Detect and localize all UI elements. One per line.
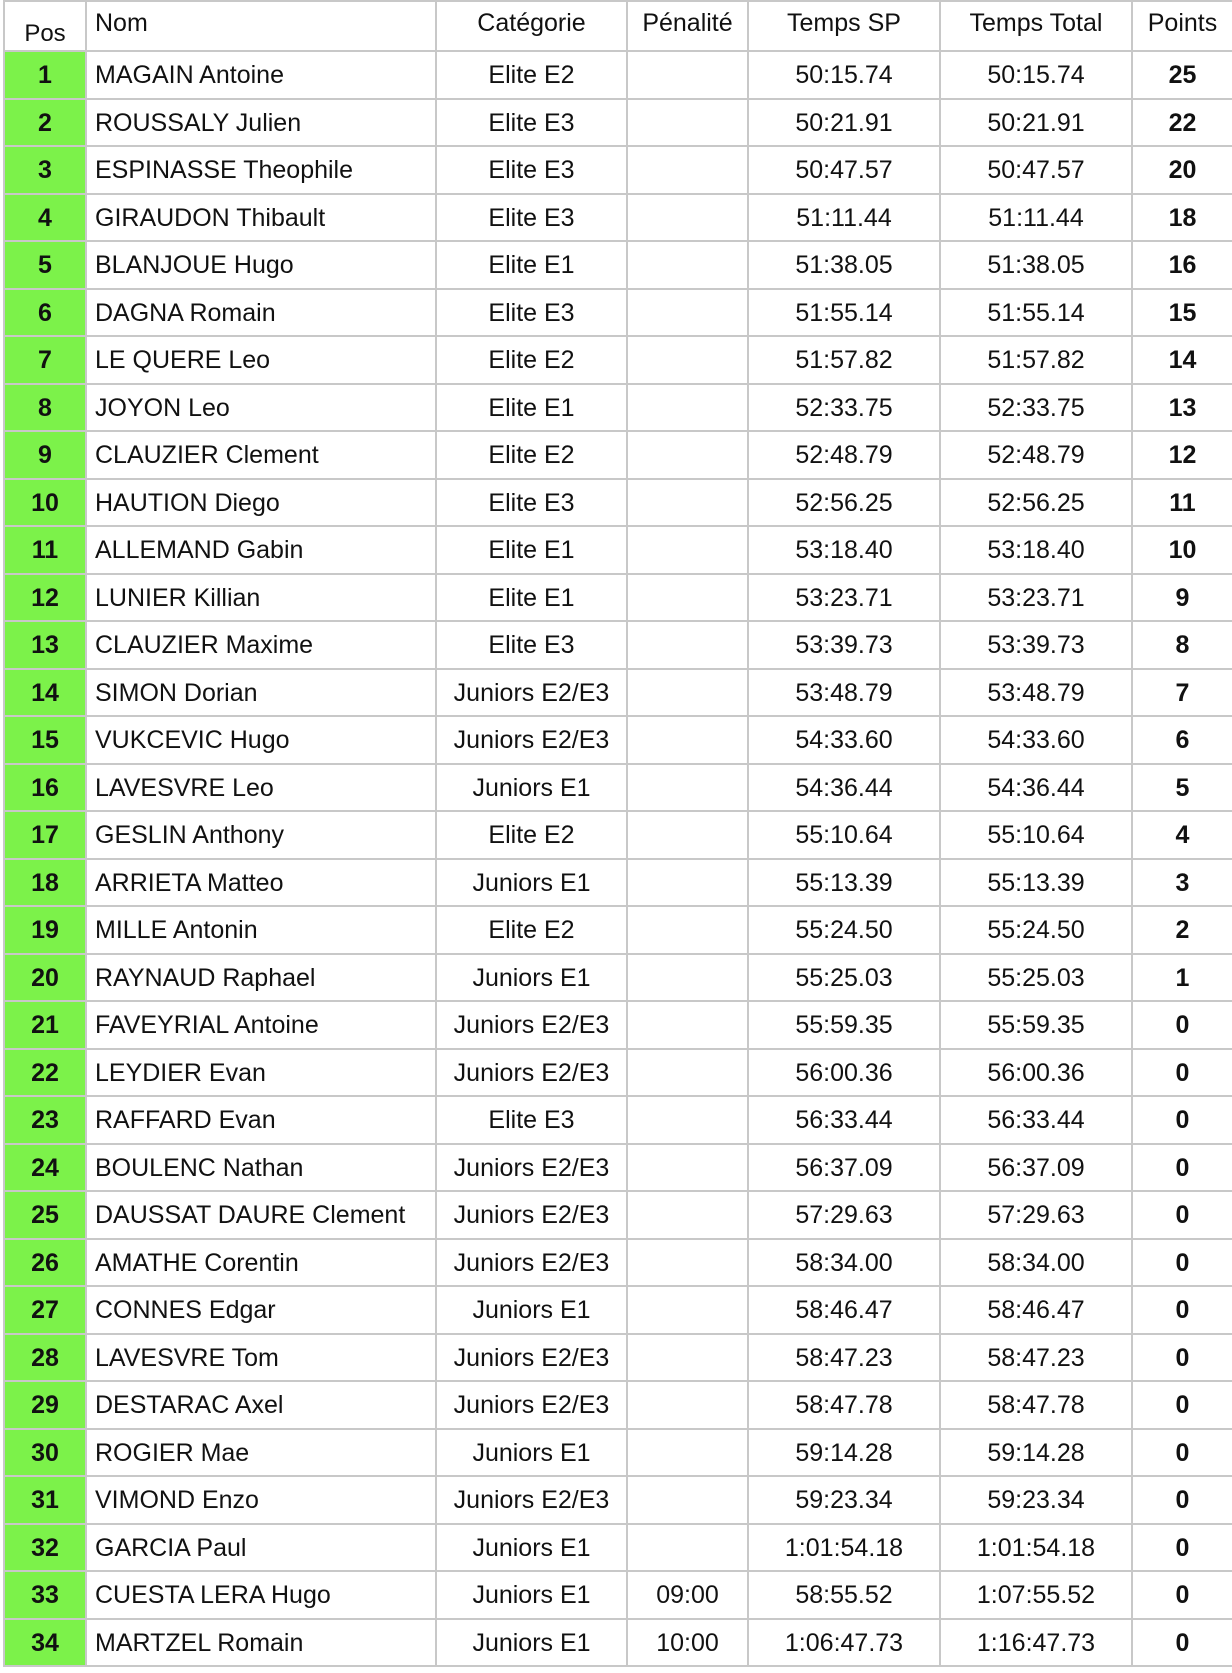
- penalty-cell[interactable]: [627, 906, 748, 954]
- category-cell[interactable]: Elite E3: [436, 194, 627, 242]
- time-total-cell[interactable]: 58:34.00: [940, 1239, 1132, 1287]
- time-sp-cell[interactable]: 55:13.39: [748, 859, 940, 907]
- name-cell[interactable]: CUESTA LERA Hugo: [86, 1571, 436, 1619]
- time-sp-cell[interactable]: 53:39.73: [748, 621, 940, 669]
- time-sp-cell[interactable]: 55:59.35: [748, 1001, 940, 1049]
- penalty-cell[interactable]: [627, 1334, 748, 1382]
- table-row: [4, 954, 1232, 1002]
- time-sp-cell[interactable]: 55:10.64: [748, 811, 940, 859]
- table-row: [4, 1524, 1232, 1572]
- table-row: [4, 1144, 1232, 1192]
- time-total-cell[interactable]: 56:33.44: [940, 1096, 1132, 1144]
- table-row: [4, 859, 1232, 907]
- penalty-cell[interactable]: [627, 1524, 748, 1572]
- results-table: [3, 0, 1232, 1667]
- table-row: [4, 1571, 1232, 1619]
- points-cell[interactable]: 0: [1132, 1619, 1232, 1667]
- position-cell[interactable]: 5: [4, 241, 86, 289]
- position-cell[interactable]: 22: [4, 1049, 86, 1097]
- time-sp-cell[interactable]: 55:25.03: [748, 954, 940, 1002]
- time-sp-cell[interactable]: 59:23.34: [748, 1476, 940, 1524]
- penalty-cell[interactable]: [627, 1144, 748, 1192]
- category-cell[interactable]: Juniors E2/E3: [436, 1381, 627, 1429]
- position-cell[interactable]: 7: [4, 336, 86, 384]
- table-row: [4, 1239, 1232, 1287]
- points-cell[interactable]: 3: [1132, 859, 1232, 907]
- time-sp-cell[interactable]: 58:46.47: [748, 1286, 940, 1334]
- table-row: [4, 1001, 1232, 1049]
- table-row: [4, 526, 1232, 574]
- position-cell[interactable]: 8: [4, 384, 86, 432]
- time-total-cell[interactable]: 50:21.91: [940, 99, 1132, 147]
- time-total-cell[interactable]: 52:48.79: [940, 431, 1132, 479]
- time-total-cell[interactable]: 53:48.79: [940, 669, 1132, 717]
- table-row: [4, 764, 1232, 812]
- position-cell[interactable]: 32: [4, 1524, 86, 1572]
- time-total-cell[interactable]: 55:13.39: [940, 859, 1132, 907]
- name-cell[interactable]: RAYNAUD Raphael: [86, 954, 436, 1002]
- header-temps-sp[interactable]: Temps SP: [748, 1, 940, 51]
- name-cell[interactable]: AMATHE Corentin: [86, 1239, 436, 1287]
- name-cell[interactable]: ROUSSALY Julien: [86, 99, 436, 147]
- time-total-cell[interactable]: 54:33.60: [940, 716, 1132, 764]
- points-cell[interactable]: 0: [1132, 1524, 1232, 1572]
- time-sp-cell[interactable]: 59:14.28: [748, 1429, 940, 1477]
- category-cell[interactable]: Elite E2: [436, 811, 627, 859]
- category-cell[interactable]: Juniors E2/E3: [436, 1001, 627, 1049]
- points-cell[interactable]: 0: [1132, 1096, 1232, 1144]
- points-cell[interactable]: 18: [1132, 194, 1232, 242]
- points-cell[interactable]: 0: [1132, 1571, 1232, 1619]
- time-sp-cell[interactable]: 58:47.78: [748, 1381, 940, 1429]
- time-total-cell[interactable]: 53:18.40: [940, 526, 1132, 574]
- points-cell[interactable]: 0: [1132, 1381, 1232, 1429]
- category-cell[interactable]: Juniors E2/E3: [436, 1239, 627, 1287]
- position-cell[interactable]: 1: [4, 51, 86, 99]
- time-sp-cell[interactable]: 50:47.57: [748, 146, 940, 194]
- position-cell[interactable]: 29: [4, 1381, 86, 1429]
- category-cell[interactable]: Juniors E1: [436, 1429, 627, 1477]
- position-cell[interactable]: 17: [4, 811, 86, 859]
- penalty-cell[interactable]: [627, 289, 748, 337]
- penalty-cell[interactable]: [627, 764, 748, 812]
- table-row: [4, 811, 1232, 859]
- name-cell[interactable]: LAVESVRE Leo: [86, 764, 436, 812]
- time-sp-cell[interactable]: 56:37.09: [748, 1144, 940, 1192]
- time-total-cell[interactable]: 53:39.73: [940, 621, 1132, 669]
- name-cell[interactable]: ESPINASSE Theophile: [86, 146, 436, 194]
- penalty-cell[interactable]: [627, 811, 748, 859]
- penalty-cell[interactable]: [627, 1191, 748, 1239]
- category-cell[interactable]: Elite E3: [436, 99, 627, 147]
- time-total-cell[interactable]: 54:36.44: [940, 764, 1132, 812]
- points-cell[interactable]: 25: [1132, 51, 1232, 99]
- position-cell[interactable]: 25: [4, 1191, 86, 1239]
- header-row: [4, 1, 1232, 51]
- time-sp-cell[interactable]: 1:06:47.73: [748, 1619, 940, 1667]
- time-total-cell[interactable]: 57:29.63: [940, 1191, 1132, 1239]
- penalty-cell[interactable]: [627, 194, 748, 242]
- name-cell[interactable]: MARTZEL Romain: [86, 1619, 436, 1667]
- position-cell[interactable]: 11: [4, 526, 86, 574]
- time-total-cell[interactable]: 51:11.44: [940, 194, 1132, 242]
- points-cell[interactable]: 9: [1132, 574, 1232, 622]
- points-cell[interactable]: 10: [1132, 526, 1232, 574]
- table-row: [4, 479, 1232, 527]
- category-cell[interactable]: Juniors E2/E3: [436, 1144, 627, 1192]
- time-sp-cell[interactable]: 51:11.44: [748, 194, 940, 242]
- time-sp-cell[interactable]: 58:47.23: [748, 1334, 940, 1382]
- position-cell[interactable]: 23: [4, 1096, 86, 1144]
- category-cell[interactable]: Juniors E2/E3: [436, 1476, 627, 1524]
- points-cell[interactable]: 1: [1132, 954, 1232, 1002]
- time-sp-cell[interactable]: 58:55.52: [748, 1571, 940, 1619]
- results-body: [4, 51, 1232, 1666]
- position-cell[interactable]: 2: [4, 99, 86, 147]
- time-sp-cell[interactable]: 53:48.79: [748, 669, 940, 717]
- time-total-cell[interactable]: 1:01:54.18: [940, 1524, 1132, 1572]
- table-row: [4, 906, 1232, 954]
- time-sp-cell[interactable]: 58:34.00: [748, 1239, 940, 1287]
- time-total-cell[interactable]: 58:47.78: [940, 1381, 1132, 1429]
- table-row: [4, 1096, 1232, 1144]
- table-row: [4, 1286, 1232, 1334]
- position-cell[interactable]: 24: [4, 1144, 86, 1192]
- penalty-cell[interactable]: [627, 1096, 748, 1144]
- name-cell[interactable]: LE QUERE Leo: [86, 336, 436, 384]
- position-cell[interactable]: 10: [4, 479, 86, 527]
- category-cell[interactable]: Juniors E1: [436, 1524, 627, 1572]
- time-total-cell[interactable]: 50:47.57: [940, 146, 1132, 194]
- table-row: [4, 669, 1232, 717]
- table-row: [4, 574, 1232, 622]
- name-cell[interactable]: FAVEYRIAL Antoine: [86, 1001, 436, 1049]
- table-row: [4, 99, 1232, 147]
- time-sp-cell[interactable]: 53:23.71: [748, 574, 940, 622]
- time-total-cell[interactable]: 51:38.05: [940, 241, 1132, 289]
- time-total-cell[interactable]: 59:14.28: [940, 1429, 1132, 1477]
- header-nom[interactable]: Nom: [86, 1, 436, 51]
- name-cell[interactable]: BOULENC Nathan: [86, 1144, 436, 1192]
- results-header: [4, 1, 1232, 51]
- points-cell[interactable]: 7: [1132, 669, 1232, 717]
- category-cell[interactable]: Juniors E1: [436, 1286, 627, 1334]
- table-row: [4, 1334, 1232, 1382]
- points-cell[interactable]: 22: [1132, 99, 1232, 147]
- position-cell[interactable]: 9: [4, 431, 86, 479]
- time-total-cell[interactable]: 59:23.34: [940, 1476, 1132, 1524]
- penalty-cell[interactable]: [627, 716, 748, 764]
- points-cell[interactable]: 5: [1132, 764, 1232, 812]
- penalty-cell[interactable]: [627, 1239, 748, 1287]
- points-cell[interactable]: 0: [1132, 1239, 1232, 1287]
- points-cell[interactable]: 2: [1132, 906, 1232, 954]
- points-cell[interactable]: 0: [1132, 1429, 1232, 1477]
- points-cell[interactable]: 16: [1132, 241, 1232, 289]
- name-cell[interactable]: DESTARAC Axel: [86, 1381, 436, 1429]
- points-cell[interactable]: 6: [1132, 716, 1232, 764]
- table-row: [4, 1381, 1232, 1429]
- table-row: [4, 1476, 1232, 1524]
- penalty-cell[interactable]: [627, 431, 748, 479]
- penalty-cell[interactable]: [627, 146, 748, 194]
- penalty-cell[interactable]: [627, 621, 748, 669]
- table-row: [4, 1049, 1232, 1097]
- points-cell[interactable]: 14: [1132, 336, 1232, 384]
- position-cell[interactable]: 20: [4, 954, 86, 1002]
- category-cell[interactable]: Juniors E2/E3: [436, 1191, 627, 1239]
- position-cell[interactable]: 34: [4, 1619, 86, 1667]
- name-cell[interactable]: RAFFARD Evan: [86, 1096, 436, 1144]
- position-cell[interactable]: 12: [4, 574, 86, 622]
- name-cell[interactable]: CLAUZIER Clement: [86, 431, 436, 479]
- name-cell[interactable]: DAGNA Romain: [86, 289, 436, 337]
- name-cell[interactable]: ALLEMAND Gabin: [86, 526, 436, 574]
- header-categorie[interactable]: Catégorie: [436, 1, 627, 51]
- position-cell[interactable]: 19: [4, 906, 86, 954]
- time-total-cell[interactable]: 55:25.03: [940, 954, 1132, 1002]
- time-total-cell[interactable]: 51:55.14: [940, 289, 1132, 337]
- penalty-cell[interactable]: [627, 336, 748, 384]
- table-row: [4, 146, 1232, 194]
- name-cell[interactable]: GIRAUDON Thibault: [86, 194, 436, 242]
- points-cell[interactable]: 13: [1132, 384, 1232, 432]
- table-row: [4, 431, 1232, 479]
- name-cell[interactable]: CONNES Edgar: [86, 1286, 436, 1334]
- category-cell[interactable]: Elite E1: [436, 241, 627, 289]
- time-sp-cell[interactable]: 50:15.74: [748, 51, 940, 99]
- category-cell[interactable]: Juniors E1: [436, 1619, 627, 1667]
- position-cell[interactable]: 26: [4, 1239, 86, 1287]
- penalty-cell[interactable]: [627, 669, 748, 717]
- time-total-cell[interactable]: 51:57.82: [940, 336, 1132, 384]
- table-row: [4, 1619, 1232, 1667]
- position-cell[interactable]: 16: [4, 764, 86, 812]
- time-sp-cell[interactable]: 53:18.40: [748, 526, 940, 574]
- time-total-cell[interactable]: 1:07:55.52: [940, 1571, 1132, 1619]
- table-row: [4, 716, 1232, 764]
- points-cell[interactable]: 0: [1132, 1286, 1232, 1334]
- position-cell[interactable]: 21: [4, 1001, 86, 1049]
- penalty-cell[interactable]: [627, 859, 748, 907]
- name-cell[interactable]: JOYON Leo: [86, 384, 436, 432]
- penalty-cell[interactable]: [627, 1381, 748, 1429]
- header-points[interactable]: Points: [1132, 1, 1232, 51]
- category-cell[interactable]: Elite E2: [436, 906, 627, 954]
- penalty-cell[interactable]: 10:00: [627, 1619, 748, 1667]
- name-cell[interactable]: DAUSSAT DAURE Clement: [86, 1191, 436, 1239]
- category-cell[interactable]: Juniors E2/E3: [436, 716, 627, 764]
- time-total-cell[interactable]: 1:16:47.73: [940, 1619, 1132, 1667]
- header-penalite[interactable]: Pénalité: [627, 1, 748, 51]
- penalty-cell[interactable]: [627, 526, 748, 574]
- category-cell[interactable]: Elite E1: [436, 384, 627, 432]
- name-cell[interactable]: ROGIER Mae: [86, 1429, 436, 1477]
- time-sp-cell[interactable]: 56:33.44: [748, 1096, 940, 1144]
- category-cell[interactable]: Juniors E1: [436, 859, 627, 907]
- position-cell[interactable]: 15: [4, 716, 86, 764]
- time-sp-cell[interactable]: 52:56.25: [748, 479, 940, 527]
- time-total-cell[interactable]: 52:33.75: [940, 384, 1132, 432]
- points-cell[interactable]: 0: [1132, 1191, 1232, 1239]
- category-cell[interactable]: Elite E2: [436, 51, 627, 99]
- points-cell[interactable]: 11: [1132, 479, 1232, 527]
- time-sp-cell[interactable]: 51:38.05: [748, 241, 940, 289]
- table-row: [4, 621, 1232, 669]
- time-total-cell[interactable]: 56:37.09: [940, 1144, 1132, 1192]
- position-cell[interactable]: 13: [4, 621, 86, 669]
- table-row: [4, 384, 1232, 432]
- time-sp-cell[interactable]: 52:48.79: [748, 431, 940, 479]
- time-sp-cell[interactable]: 57:29.63: [748, 1191, 940, 1239]
- points-cell[interactable]: 0: [1132, 1144, 1232, 1192]
- time-sp-cell[interactable]: 1:01:54.18: [748, 1524, 940, 1572]
- table-row: [4, 1429, 1232, 1477]
- time-sp-cell[interactable]: 56:00.36: [748, 1049, 940, 1097]
- time-sp-cell[interactable]: 55:24.50: [748, 906, 940, 954]
- points-cell[interactable]: 0: [1132, 1001, 1232, 1049]
- name-cell[interactable]: GARCIA Paul: [86, 1524, 436, 1572]
- name-cell[interactable]: MAGAIN Antoine: [86, 51, 436, 99]
- name-cell[interactable]: LEYDIER Evan: [86, 1049, 436, 1097]
- penalty-cell[interactable]: [627, 99, 748, 147]
- time-sp-cell[interactable]: 51:55.14: [748, 289, 940, 337]
- name-cell[interactable]: VUKCEVIC Hugo: [86, 716, 436, 764]
- penalty-cell[interactable]: [627, 1001, 748, 1049]
- time-total-cell[interactable]: 55:59.35: [940, 1001, 1132, 1049]
- position-cell[interactable]: 33: [4, 1571, 86, 1619]
- name-cell[interactable]: GESLIN Anthony: [86, 811, 436, 859]
- penalty-cell[interactable]: [627, 574, 748, 622]
- points-cell[interactable]: 0: [1132, 1476, 1232, 1524]
- category-cell[interactable]: Elite E3: [436, 621, 627, 669]
- position-cell[interactable]: 18: [4, 859, 86, 907]
- penalty-cell[interactable]: [627, 954, 748, 1002]
- category-cell[interactable]: Elite E1: [436, 574, 627, 622]
- time-sp-cell[interactable]: 50:21.91: [748, 99, 940, 147]
- time-total-cell[interactable]: 55:10.64: [940, 811, 1132, 859]
- table-row: [4, 1191, 1232, 1239]
- time-total-cell[interactable]: 58:47.23: [940, 1334, 1132, 1382]
- penalty-cell[interactable]: [627, 1476, 748, 1524]
- penalty-cell[interactable]: [627, 1286, 748, 1334]
- name-cell[interactable]: BLANJOUE Hugo: [86, 241, 436, 289]
- penalty-cell[interactable]: [627, 479, 748, 527]
- category-cell[interactable]: Elite E2: [436, 431, 627, 479]
- category-cell[interactable]: Juniors E2/E3: [436, 669, 627, 717]
- points-cell[interactable]: 0: [1132, 1049, 1232, 1097]
- time-total-cell[interactable]: 50:15.74: [940, 51, 1132, 99]
- category-cell[interactable]: Elite E3: [436, 1096, 627, 1144]
- time-sp-cell[interactable]: 54:33.60: [748, 716, 940, 764]
- penalty-cell[interactable]: [627, 1429, 748, 1477]
- position-cell[interactable]: 6: [4, 289, 86, 337]
- category-cell[interactable]: Elite E2: [436, 336, 627, 384]
- name-cell[interactable]: VIMOND Enzo: [86, 1476, 436, 1524]
- name-cell[interactable]: MILLE Antonin: [86, 906, 436, 954]
- position-cell[interactable]: 3: [4, 146, 86, 194]
- position-cell[interactable]: 4: [4, 194, 86, 242]
- category-cell[interactable]: Juniors E2/E3: [436, 1049, 627, 1097]
- penalty-cell[interactable]: [627, 51, 748, 99]
- header-temps-total[interactable]: Temps Total: [940, 1, 1132, 51]
- name-cell[interactable]: LAVESVRE Tom: [86, 1334, 436, 1382]
- points-cell[interactable]: 12: [1132, 431, 1232, 479]
- category-cell[interactable]: Elite E3: [436, 146, 627, 194]
- category-cell[interactable]: Elite E3: [436, 289, 627, 337]
- name-cell[interactable]: HAUTION Diego: [86, 479, 436, 527]
- points-cell[interactable]: 0: [1132, 1334, 1232, 1382]
- header-pos[interactable]: Pos: [4, 1, 86, 51]
- time-total-cell[interactable]: 56:00.36: [940, 1049, 1132, 1097]
- points-cell[interactable]: 15: [1132, 289, 1232, 337]
- name-cell[interactable]: LUNIER Killian: [86, 574, 436, 622]
- category-cell[interactable]: Juniors E1: [436, 764, 627, 812]
- position-cell[interactable]: 14: [4, 669, 86, 717]
- category-cell[interactable]: Elite E3: [436, 479, 627, 527]
- category-cell[interactable]: Juniors E1: [436, 1571, 627, 1619]
- name-cell[interactable]: SIMON Dorian: [86, 669, 436, 717]
- penalty-cell[interactable]: 09:00: [627, 1571, 748, 1619]
- category-cell[interactable]: Juniors E1: [436, 954, 627, 1002]
- name-cell[interactable]: CLAUZIER Maxime: [86, 621, 436, 669]
- points-cell[interactable]: 20: [1132, 146, 1232, 194]
- table-row: [4, 194, 1232, 242]
- category-cell[interactable]: Elite E1: [436, 526, 627, 574]
- penalty-cell[interactable]: [627, 1049, 748, 1097]
- penalty-cell[interactable]: [627, 384, 748, 432]
- time-total-cell[interactable]: 52:56.25: [940, 479, 1132, 527]
- table-row: [4, 336, 1232, 384]
- time-sp-cell[interactable]: 52:33.75: [748, 384, 940, 432]
- name-cell[interactable]: ARRIETA Matteo: [86, 859, 436, 907]
- table-row: [4, 51, 1232, 99]
- time-sp-cell[interactable]: 51:57.82: [748, 336, 940, 384]
- time-total-cell[interactable]: 58:46.47: [940, 1286, 1132, 1334]
- penalty-cell[interactable]: [627, 241, 748, 289]
- table-row: [4, 241, 1232, 289]
- position-cell[interactable]: 28: [4, 1334, 86, 1382]
- position-cell[interactable]: 31: [4, 1476, 86, 1524]
- time-sp-cell[interactable]: 54:36.44: [748, 764, 940, 812]
- points-cell[interactable]: 4: [1132, 811, 1232, 859]
- position-cell[interactable]: 27: [4, 1286, 86, 1334]
- time-total-cell[interactable]: 55:24.50: [940, 906, 1132, 954]
- position-cell[interactable]: 30: [4, 1429, 86, 1477]
- table-row: [4, 289, 1232, 337]
- time-total-cell[interactable]: 53:23.71: [940, 574, 1132, 622]
- category-cell[interactable]: Juniors E2/E3: [436, 1334, 627, 1382]
- points-cell[interactable]: 8: [1132, 621, 1232, 669]
